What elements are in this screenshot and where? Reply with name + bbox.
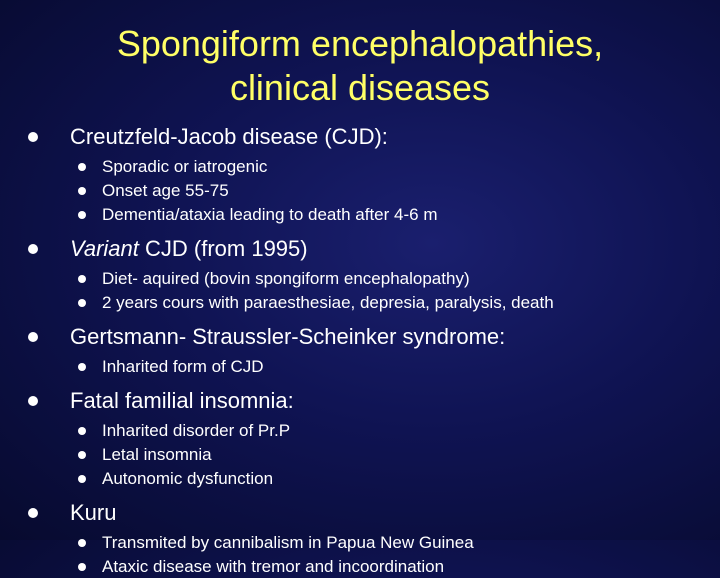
sub-item-label: Ataxic disease with tremor and incoordination: [102, 557, 445, 576]
item-label: Creutzfeld-Jacob disease (CJD):: [70, 124, 388, 149]
bullet-dot-icon: [78, 163, 86, 171]
bullet-dot-icon: [78, 563, 86, 571]
list-item-gss: [28, 324, 708, 350]
sub-item-label: Transmited by cannibalism in Papua New Guinea: [102, 533, 474, 552]
item-label: Kuru: [70, 500, 117, 525]
bullet-dot-icon: [28, 132, 38, 142]
sub-item-label: 2 years cours with paraesthesiae, depresia, paralysis, death: [102, 293, 554, 312]
title-line-2: clinical diseases: [229, 67, 491, 108]
bullet-list: [28, 124, 708, 578]
bullet-dot-icon: [28, 396, 38, 406]
sub-item-label: Diet- aquired (bovin spongiform encephalopathy): [102, 269, 470, 288]
sub-item: [28, 532, 708, 554]
sub-item-label: Sporadic or iatrogenic: [102, 157, 268, 176]
sub-item: [28, 556, 708, 578]
bullet-dot-icon: [78, 451, 86, 459]
bullet-dot-icon: [78, 363, 86, 371]
sub-item-label: Letal insomnia: [102, 445, 212, 464]
sub-item: [28, 204, 708, 226]
sub-item-label: Onset age 55-75: [102, 181, 229, 200]
sub-item-label: Inharited disorder of Pr.P: [102, 421, 291, 440]
title-line-1: Spongiform encephalopathies,: [116, 23, 604, 64]
bullet-dot-icon: [78, 427, 86, 435]
list-item-ffi: [28, 388, 708, 414]
sub-item: [28, 444, 708, 466]
bullet-dot-icon: [28, 244, 38, 254]
sub-item: [28, 468, 708, 490]
bullet-dot-icon: [28, 508, 38, 518]
item-label-italic: Variant: [70, 236, 139, 261]
sub-item: [28, 420, 708, 442]
item-label: Fatal familial insomnia:: [70, 388, 294, 413]
list-item-kuru: [28, 500, 708, 526]
sub-item: [28, 156, 708, 178]
sub-item: [28, 292, 708, 314]
sub-item-label: Autonomic dysfunction: [102, 469, 274, 488]
sub-item: [28, 180, 708, 202]
bullet-dot-icon: [78, 299, 86, 307]
sub-item: [28, 356, 708, 378]
item-label: CJD (from 1995): [138, 236, 308, 261]
sub-item-label: Inharited form of CJD: [102, 357, 264, 376]
slide-title: [0, 22, 720, 110]
item-label: Gertsmann- Straussler-Scheinker syndrome:: [70, 324, 506, 349]
list-item-cjd: [28, 124, 708, 150]
bullet-dot-icon: [78, 275, 86, 283]
bullet-dot-icon: [28, 332, 38, 342]
sub-item-label: Dementia/ataxia leading to death after 4-6 m: [102, 205, 438, 224]
bullet-dot-icon: [78, 475, 86, 483]
bullet-dot-icon: [78, 187, 86, 195]
sub-item: [28, 268, 708, 290]
bullet-dot-icon: [78, 539, 86, 547]
bullet-dot-icon: [78, 211, 86, 219]
list-item-variant-cjd: [28, 236, 708, 262]
